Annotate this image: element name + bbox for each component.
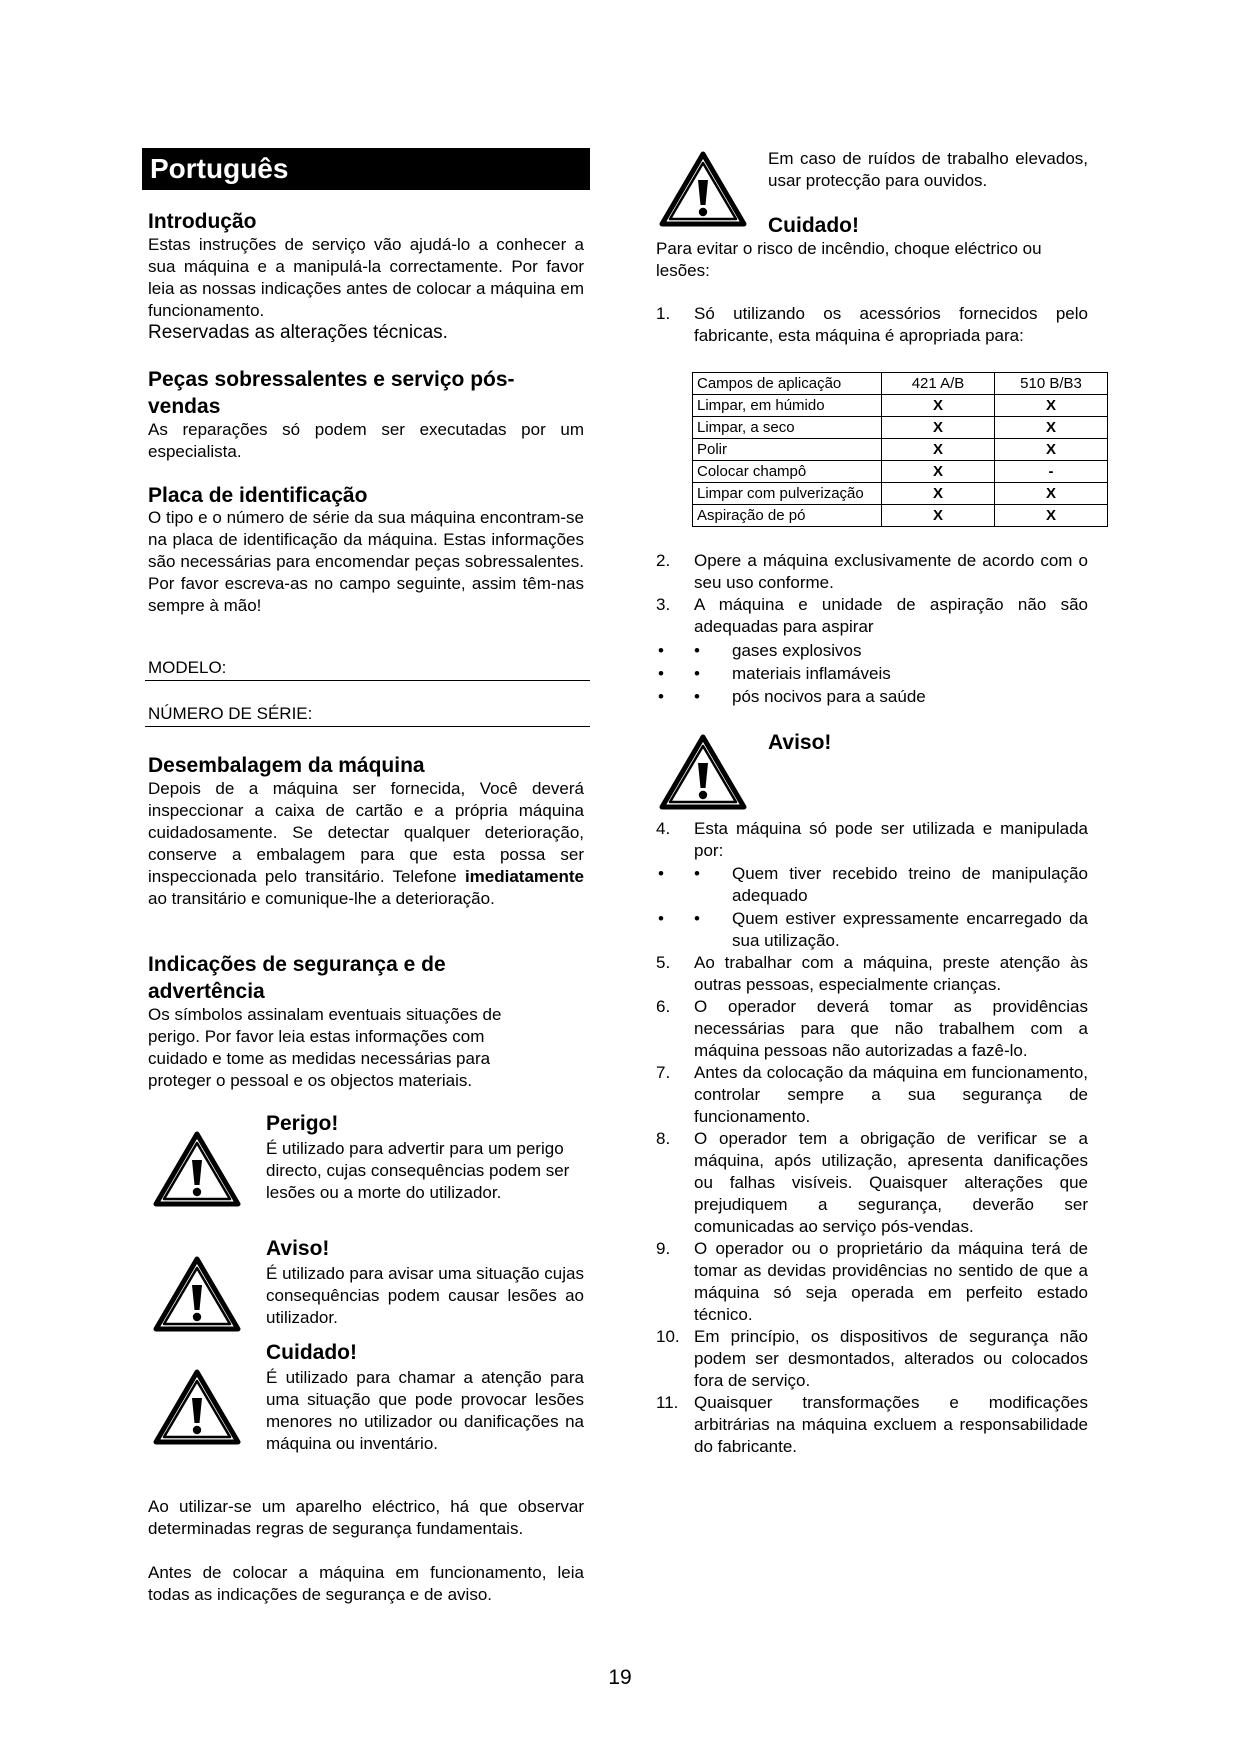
spare-parts-text: As reparações só podem ser executadas por um especialista.	[148, 420, 584, 461]
warning-triangle-icon	[152, 1255, 242, 1333]
list-items-4-11	[656, 818, 1088, 1458]
safety-closing-2: Antes de colocar a máquina em funcionamento, leia todas as indicações de segurança e de aviso.	[148, 1563, 584, 1604]
intro-text: Estas instruções de serviço vão ajudá-lo a conhecer a sua máquina e a manipulá-la correctamente. Por favor leia as nossas indicações antes de colocar a máquina em funcionamento.	[148, 235, 584, 320]
list-item: 4. Esta máquina só pode ser utilizada e manipulada por: • • Quem tiver recebido treino de manipulação adequado • • Quem estiver expressamente encarregado da sua utilização.	[656, 818, 1088, 952]
table-row: Colocar champô X -	[693, 461, 1108, 483]
bullet-item: • • materiais inflamáveis	[656, 663, 1088, 685]
warning-triangle-icon	[152, 1130, 242, 1208]
list-items-2-3	[656, 550, 1088, 708]
safety-heading: Indicações de segurança e de advertência	[148, 953, 446, 1003]
safety-closing-1: Ao utilizar-se um aparelho eléctrico, há que observar determinadas regras de segurança fundamentais.	[148, 1497, 584, 1538]
bullet-item: • • Quem tiver recebido treino de manipulação adequado	[656, 863, 1088, 907]
model-field[interactable]: MODELO:	[145, 657, 590, 681]
right-caution-text: Para evitar o risco de incêndio, choque eléctrico ou lesões:	[656, 239, 1042, 280]
danger-title: Perigo!	[266, 1112, 339, 1135]
table-row: Limpar, a seco X X	[693, 417, 1108, 439]
table-header-row	[693, 373, 1108, 395]
noise-text: Em caso de ruídos de trabalho elevados, usar protecção para ouvidos.	[768, 149, 1088, 190]
warning-triangle-icon	[152, 1368, 242, 1446]
list-item: 3. A máquina e unidade de aspiração não são adequadas para aspirar • • gases explosivos • • materiais inflamáveis • • pós nocivos para a saúde	[656, 594, 1088, 708]
intro-heading: Introdução	[148, 210, 257, 233]
unpacking-heading: Desembalagem da máquina	[148, 754, 425, 777]
table-header: 510 B/B3	[995, 373, 1108, 395]
warning-text: É utilizado para avisar uma situação cujas consequências podem causar lesões ao utilizador.	[266, 1264, 584, 1327]
list-item: 10. Em princípio, os dispositivos de segurança não podem ser desmontados, alterados ou colocados fora de serviço.	[656, 1327, 1088, 1390]
list-item: 8. O operador tem a obrigação de verificar se a máquina, após utilização, apresenta danificações ou falhas visíveis. Quaisquer alterações que prejudiquem a segurança, deverão ser comunicadas ao serviço pós-vendas.	[656, 1129, 1088, 1236]
table-row: Limpar, em húmido X X	[693, 395, 1108, 417]
serial-number-field[interactable]: NÚMERO DE SÉRIE:	[145, 703, 590, 727]
unpacking-text: Depois de a máquina ser fornecida, Você deverá inspeccionar a caixa de cartão e a própria máquina cuidadosamente. Se detectar qualquer deterioração, conserve a embalagem para que esta possa ser inspeccionada pelo transitário. Telefone imediatamente ao transitário e comunique-lhe a deterioração.	[148, 779, 584, 908]
safety-text: Os símbolos assinalam eventuais situações de perigo. Por favor leia estas informações com cuidado e tome as medidas necessárias para proteger o pessoal e os objectos materiais.	[148, 1005, 502, 1090]
warning-triangle-icon	[658, 733, 748, 811]
page-number: 19	[608, 1666, 632, 1689]
spare-parts-heading: Peças sobressalentes e serviço pós-vendas	[148, 368, 515, 418]
applications-table	[692, 372, 1108, 527]
table-row: Aspiração de pó X X	[693, 505, 1108, 527]
bullet-item: • • gases explosivos	[656, 640, 1088, 662]
list-item: 9. O operador ou o proprietário da máquina terá de tomar as devidas providências no sentido de que a máquina só seja operada em perfeito estado técnico.	[656, 1239, 1088, 1324]
list-item: 6. O operador deverá tomar as providências necessárias para que não trabalhem com a máquina pessoas não autorizadas a fazê-lo.	[656, 997, 1088, 1060]
right-caution-title: Cuidado!	[768, 214, 859, 237]
table-header: Campos de aplicação	[693, 373, 882, 395]
language-title: Português	[142, 148, 590, 190]
warning-title: Aviso!	[266, 1237, 330, 1260]
list-item-1: 1. Só utilizando os acessórios fornecidos pelo fabricante, esta máquina é apropriada para:	[656, 304, 1088, 345]
danger-text: É utilizado para advertir para um perigo directo, cujas consequências podem ser lesões ou a morte do utilizador.	[266, 1139, 570, 1202]
bullet-item: • • Quem estiver expressamente encarregado da sua utilização.	[656, 908, 1088, 952]
list-item: 5. Ao trabalhar com a máquina, preste atenção às outras pessoas, especialmente crianças.	[656, 953, 1088, 994]
table-row: Polir X X	[693, 439, 1108, 461]
intro-reserved: Reservadas as alterações técnicas.	[148, 322, 448, 343]
caution-text: É utilizado para chamar a atenção para uma situação que pode provocar lesões menores no utilizador ou danificações na máquina ou inventário.	[266, 1368, 584, 1453]
bullet-item: • • pós nocivos para a saúde	[656, 686, 1088, 708]
right-warning-title: Aviso!	[768, 731, 832, 754]
list-item: 11. Quaisquer transformações e modificações arbitrárias na máquina excluem a responsabilidade do fabricante.	[656, 1393, 1088, 1456]
caution-title: Cuidado!	[266, 1341, 357, 1364]
table-header: 421 A/B	[882, 373, 995, 395]
table-row: Limpar com pulverização X X	[693, 483, 1108, 505]
list-item: 2. Opere a máquina exclusivamente de acordo com o seu uso conforme.	[656, 551, 1088, 592]
list-item: 7. Antes da colocação da máquina em funcionamento, controlar sempre a sua segurança de funcionamento.	[656, 1063, 1088, 1126]
nameplate-heading: Placa de identificação	[148, 484, 368, 507]
unpacking-emphasis: imediatamente	[464, 867, 584, 886]
warning-triangle-icon	[658, 150, 748, 228]
nameplate-text: O tipo e o número de série da sua máquina encontram-se na placa de identificação da máquina. Estas informações são necessárias para encomendar peças sobressalentes. Por favor escreva-as no campo seguinte, assim têm-nas sempre à mão!	[148, 508, 584, 615]
